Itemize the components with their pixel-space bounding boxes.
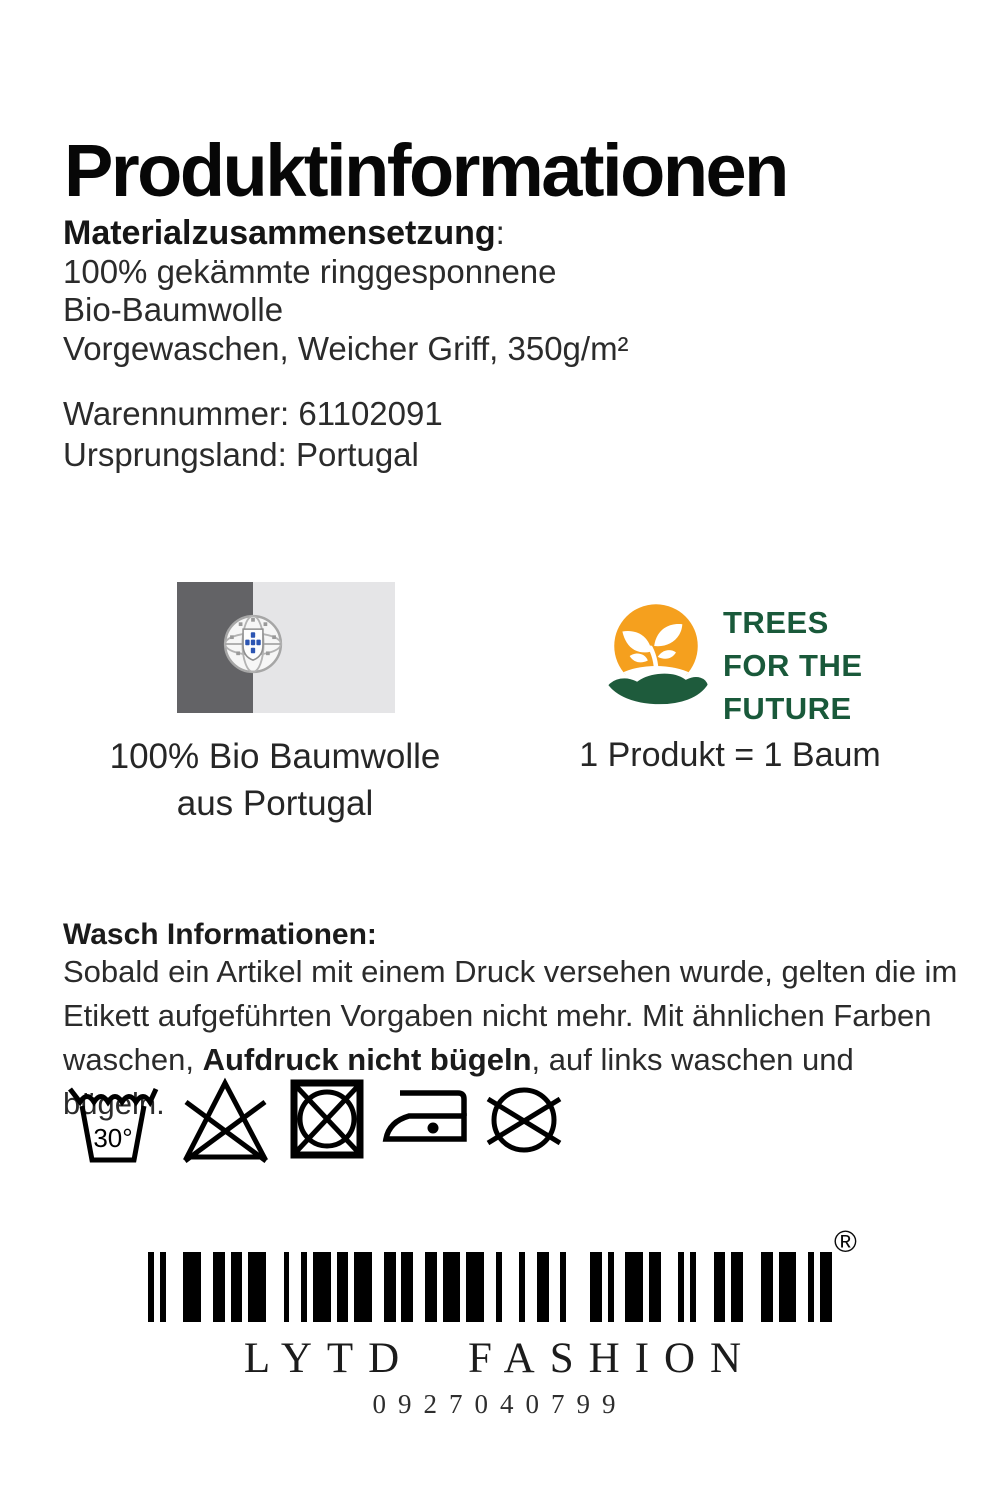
barcode-bar [337,1252,349,1322]
barcode-bar [560,1252,566,1322]
barcode-bar [820,1252,832,1322]
trees-word-2: FOR THE [723,648,863,683]
trees-word-3: FUTURE [723,691,852,726]
barcode-bar [590,1252,602,1322]
trees-for-the-future-wordmark [723,601,863,730]
barcode [148,1252,832,1322]
barcode-bar [183,1252,201,1322]
barcode-bar [608,1252,614,1322]
barcode-bar [401,1252,413,1322]
barcode-bar [808,1252,814,1322]
do-not-tumble-dry-icon [290,1079,364,1159]
barcode-bar [496,1252,502,1322]
material-composition [63,214,629,368]
barcode-bar [425,1252,437,1322]
country-of-origin: Ursprungsland: Portugal [63,436,419,473]
article-details [63,393,443,475]
wash-text-2: , auf links waschen und bügeln. [63,1042,854,1121]
barcode-bar [761,1252,773,1322]
barcode-bar [537,1252,549,1322]
barcode-bar [779,1252,797,1322]
registered-trademark-symbol: ® [834,1224,857,1259]
barcode-bar [231,1252,243,1322]
flag-caption-line-1: 100% Bio Baumwolle [109,737,441,776]
page-title: Produktinformationen [64,128,787,212]
wash-text-bold: Aufdruck nicht bügeln [202,1042,532,1077]
barcode-bar [649,1252,661,1322]
barcode-bar [248,1252,266,1322]
barcode-bar [714,1252,726,1322]
iron-one-dot-icon [381,1090,469,1143]
barcode-bar [213,1252,225,1322]
barcode-bar [284,1252,290,1322]
flag-caption-line-2: aus Portugal [176,784,374,823]
barcode-bar [466,1252,484,1322]
material-line-2: Bio-Baumwolle [63,291,284,328]
material-label-line [63,214,629,253]
svg-text:30°: 30° [93,1123,133,1153]
trees-for-the-future-logo-icon [597,597,715,715]
barcode-bar [443,1252,461,1322]
wash-30-icon [64,1077,161,1163]
brand-number: 0927040799 [372,1389,628,1419]
barcode-bar [519,1252,525,1322]
barcode-bar [301,1252,307,1322]
material-label-colon: : [495,214,505,251]
care-symbols-row [64,1077,562,1163]
barcode-bar [313,1252,331,1322]
portugal-coat-of-arms-icon [222,613,284,675]
brand-name: LYTD FASHION [243,1335,757,1382]
barcode-bar [690,1252,696,1322]
tree-caption: 1 Produkt = 1 Baum [579,736,881,774]
material-line-3: Vorgewaschen, Weicher Griff, 350g/m² [63,329,629,367]
material-line-1: 100% gekämmte ringgesponnene [63,252,557,290]
material-label: Materialzusammensetzung [63,214,496,252]
barcode-bar [678,1252,684,1322]
article-number: Warennummer: 61102091 [63,395,443,432]
wash-text-1: Sobald ein Artikel mit einem Druck versehen wurde, gelten die im Etikett aufgeführten Vorgaben nicht mehr. Mit ähnlichen Farben waschen, [63,954,958,1077]
do-not-bleach-icon [178,1077,273,1163]
barcode-bar [354,1252,372,1322]
barcode-bar [384,1252,396,1322]
barcode-bar [731,1252,743,1322]
flag-caption [55,733,495,827]
portugal-flag-image [177,582,395,713]
barcode-bar [148,1252,154,1322]
wash-info-heading: Wasch Informationen: [63,918,377,951]
do-not-dry-clean-icon [486,1080,562,1160]
barcode-bar [625,1252,643,1322]
trees-word-1: TREES [723,605,829,640]
barcode-bar [160,1252,166,1322]
